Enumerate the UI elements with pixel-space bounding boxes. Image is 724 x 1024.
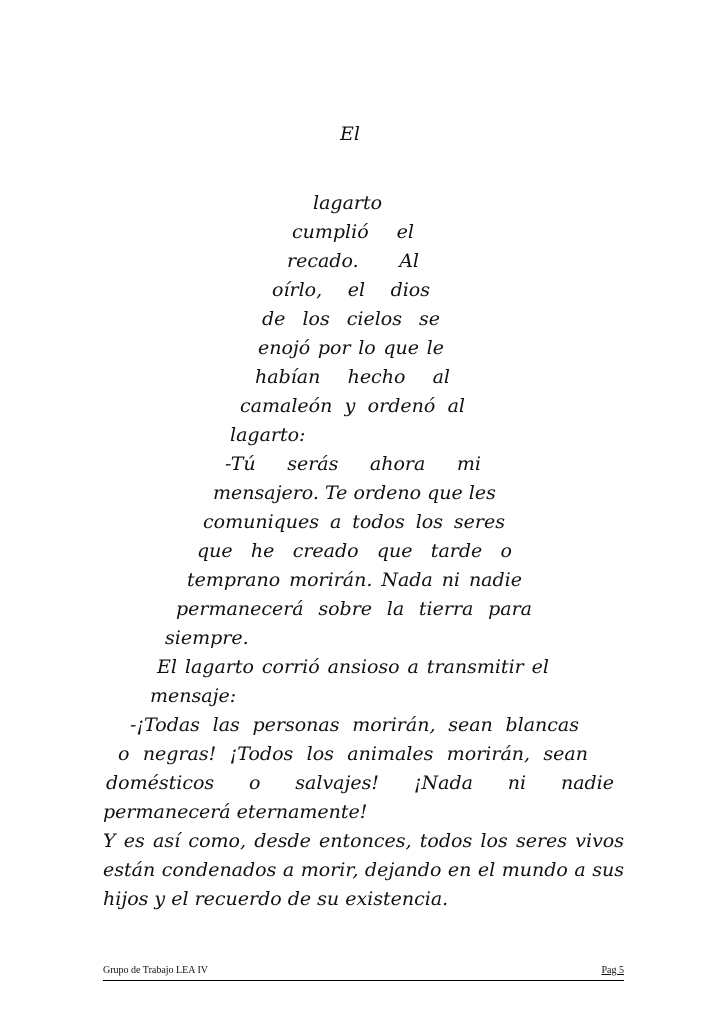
poem-line: o negras! ¡Todos los animales morirán, sean [118, 743, 588, 765]
poem-line: de los cielos se [262, 308, 440, 330]
poem-line: permanecerá eternamente! [103, 801, 368, 823]
poem-line: recado. Al [287, 250, 419, 272]
poem-line: Y es así como, desde entonces, todos los seres vivos [103, 830, 624, 852]
page-footer [103, 964, 624, 981]
poem-line: mensaje: [150, 685, 237, 707]
poem-line: -Tú serás ahora mi [225, 453, 481, 475]
poem-line: lagarto: [230, 424, 306, 446]
poem-line: camaleón y ordenó al [240, 395, 465, 417]
poem-line: oírlo, el dios [272, 279, 430, 301]
footer-group-name: Grupo de Trabajo LEA IV [103, 965, 208, 976]
poem-line: siempre. [165, 627, 249, 649]
poem-line: mensajero. Te ordeno que les [213, 482, 496, 504]
poem-line: temprano morirán. Nada ni nadie [187, 569, 522, 591]
poem-line: que he creado que tarde o [197, 540, 512, 562]
poem-line: están condenados a morir, dejando en el mundo a sus [103, 859, 624, 881]
poem-line: habían hecho al [255, 366, 450, 388]
poem-line: lagarto [313, 192, 383, 214]
poem-line: enojó por lo que le [258, 337, 444, 359]
footer-page-number: Pag 5 [601, 965, 624, 976]
poem-line: El [340, 123, 360, 145]
poem-line: cumplió el [292, 221, 414, 243]
poem-line: hijos y el recuerdo de su existencia. [103, 888, 449, 910]
poem-line: El lagarto corrió ansioso a transmitir el [157, 656, 549, 678]
poem-line: comuniques a todos los seres [203, 511, 505, 533]
poem-line: -¡Todas las personas morirán, sean blancas [130, 714, 579, 736]
poem-line: permanecerá sobre la tierra para [176, 598, 532, 620]
poem-line: domésticos o salvajes! ¡Nada ni nadie [106, 772, 614, 794]
